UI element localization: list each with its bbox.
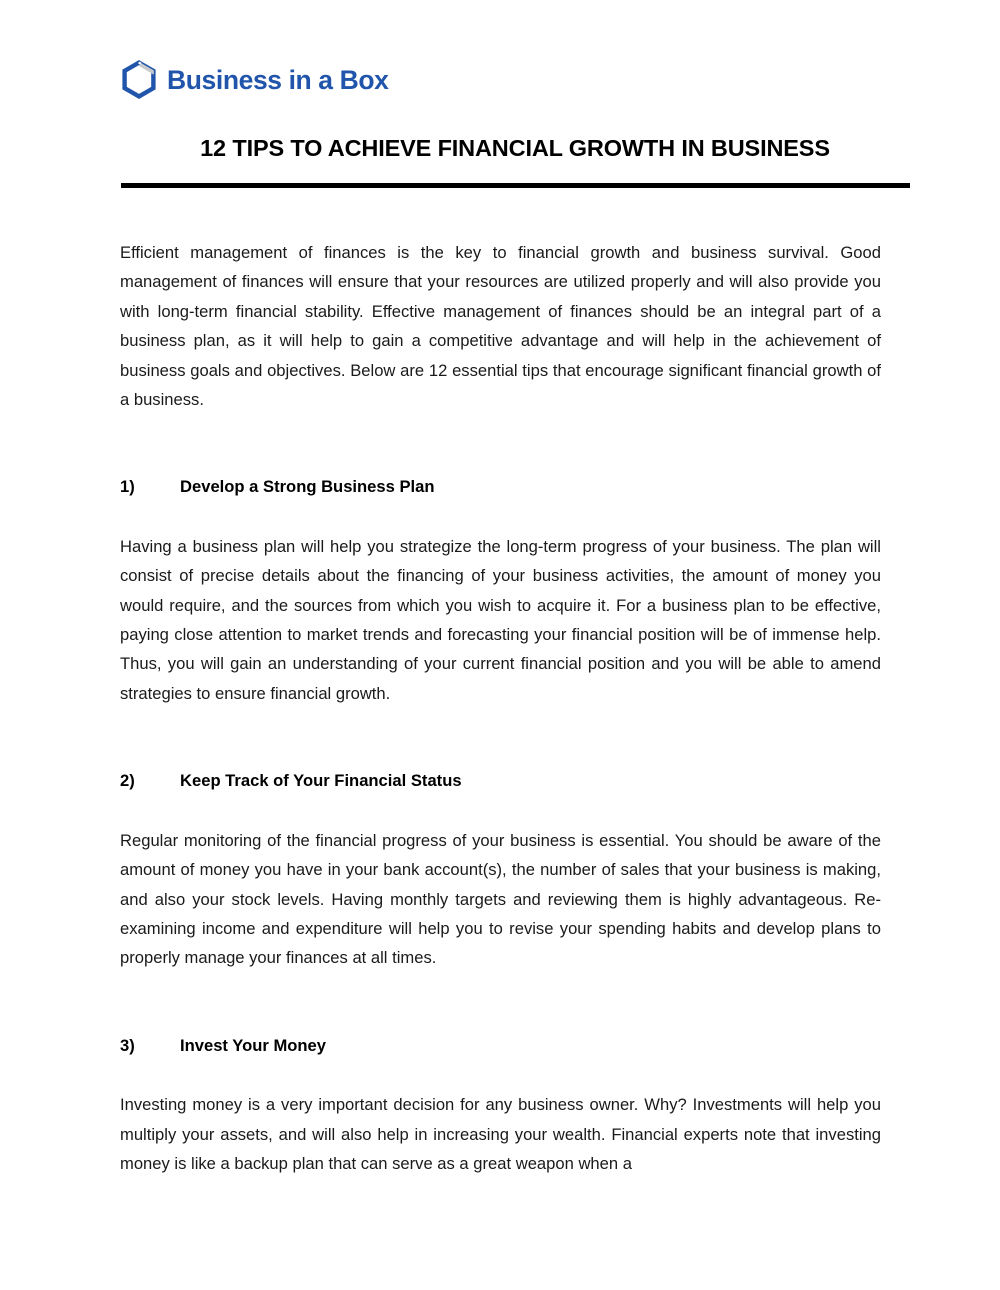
intro-paragraph: Efficient management of finances is the key to financial growth and business survival. Good management of finances will ensure that your resources are utilized properly and will also provide you with long-term financial stability. Effective management of finances should be an integral part of a business plan, as it will help to gain a competitive advantage and will help in the achievement of business goals and objectives. Below are 12 essential tips that encourage significant financial growth of a business. [120,243,881,410]
spacer [120,502,881,532]
spacer [120,796,881,826]
section-title-2: Keep Track of Your Financial Status [180,771,462,791]
spacer [120,973,881,1031]
section-body-2: Regular monitoring of the financial progress of your business is essential. You should be aware of the amount of money you have in your bank account(s), the number of sales that your business is making, and also your stock levels. Having monthly targets and reviewing them is highly advantageous. Re-examining income and expenditure will help you to revise your spending habits and develop plans to properly manage your finances at all times. [120,830,881,968]
section-body-3: Investing money is a very important decision for any business owner. Why? Investments will help you multiply your assets, and will also help in increasing your wealth. Financial experts note that investing money is like a backup plan that can serve as a great weapon when a [120,1095,881,1173]
brand-logo [120,58,388,102]
section-body-1: Having a business plan will help you strategize the long-term progress of your business. The plan will consist of precise details about the financing of your business activities, the amount of money you would require, and the sources from which you wish to acquire it. For a business plan to be effective, paying close attention to market trends and forecasting your financial position will be of immense help. Thus, you will gain an understanding of your current financial position and you will be able to amend strategies to ensure financial growth. [120,536,881,703]
section-number-2: 2) [120,771,135,791]
section-heading-1 [120,472,881,501]
section-title-3: Invest Your Money [180,1035,326,1055]
document-body [120,238,881,1178]
title-divider [121,183,910,188]
section-number-1: 1) [120,477,135,497]
hexagon-logo-icon [120,60,158,100]
section-number-3: 3) [120,1035,135,1055]
section-heading-2 [120,766,881,795]
spacer [120,1060,881,1090]
page-title: 12 TIPS TO ACHIEVE FINANCIAL GROWTH IN BUSINESS [200,135,830,161]
brand-wordmark: Business in a Box [167,64,389,95]
spacer [120,708,881,766]
section-heading-3 [120,1031,881,1060]
spacer [120,414,881,472]
section-title-1: Develop a Strong Business Plan [180,477,435,497]
